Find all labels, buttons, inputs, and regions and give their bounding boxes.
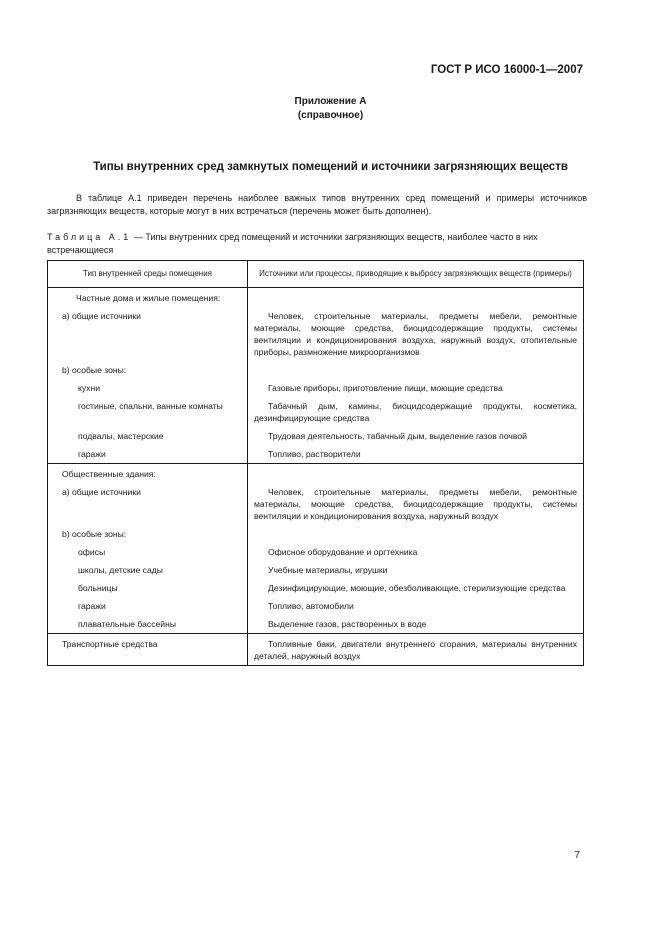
environment-type-cell: b) особые зоны: xyxy=(48,522,248,540)
sources-cell xyxy=(248,288,584,305)
environment-type-cell: b) особые зоны: xyxy=(48,358,248,376)
sources-cell: Офисное оборудование и оргтехника xyxy=(248,540,584,558)
table-row xyxy=(48,540,584,558)
page-number: 7 xyxy=(574,850,580,861)
section-title: Типы внутренних сред замкнутых помещений и источники загрязняющих веществ xyxy=(93,161,568,173)
sources-cell: Человек, строительные материалы, предметы мебели, ремонтные материалы, моющие средства, биоцидсодержащие продукты, системы вентиляции и кондиционирования воздуха, наружный воздух, отопительные приборы, размножение микроорганизмов xyxy=(248,304,584,358)
environment-type-cell: Общественные здания: xyxy=(48,464,248,481)
sources-cell: Дезинфицирующие, моющие, обезболивающие, стерилизующие средства xyxy=(248,576,584,594)
table-header-row xyxy=(48,261,584,288)
appendix-title: Приложение А xyxy=(294,96,367,107)
sources-cell xyxy=(248,464,584,481)
table-row xyxy=(48,480,584,522)
table-row xyxy=(48,442,584,464)
environment-type-cell: подвалы, мастерские xyxy=(48,424,248,442)
table-row xyxy=(48,522,584,540)
sources-cell: Газовые приборы, приготовление пищи, моющие средства xyxy=(248,376,584,394)
environment-type-cell: офисы xyxy=(48,540,248,558)
table-row xyxy=(48,288,584,305)
sources-cell: Выделение газов, растворенных в воде xyxy=(248,612,584,634)
environment-type-cell: плавательные бассейны xyxy=(48,612,248,634)
table-row xyxy=(48,576,584,594)
appendix-heading xyxy=(0,95,661,123)
environment-type-cell: гостиные, спальни, ванные комнаты xyxy=(48,394,248,424)
sources-cell: Табачный дым, камины, биоцидсодержащие продукты, косметика, дезинфицирующие средства xyxy=(248,394,584,424)
environment-type-cell: гаражи xyxy=(48,594,248,612)
environment-type-cell: кухни xyxy=(48,376,248,394)
sources-cell: Человек, строительные материалы, предметы мебели, ремонтные материалы, моющие средства, биоцидсодержащие продукты, системы вентиляции и кондиционирования воздуха, наружный воздух xyxy=(248,480,584,522)
environment-type-cell: а) общие источники xyxy=(48,304,248,358)
table-row xyxy=(48,558,584,576)
document-code: ГОСТ Р ИСО 16000-1—2007 xyxy=(430,64,583,76)
table-row xyxy=(48,394,584,424)
column-header-environment-type: Тип внутренней среды помещения xyxy=(48,261,248,288)
table-row xyxy=(48,634,584,666)
table-row xyxy=(48,464,584,481)
table-row xyxy=(48,594,584,612)
environment-type-cell: больницы xyxy=(48,576,248,594)
environment-type-cell: Частные дома и жилые помещения: xyxy=(48,288,248,305)
sources-cell xyxy=(248,358,584,376)
table-caption-text: — Типы внутренних сред помещений и источники загрязняющих веществ, наиболее часто в них встречающиеся xyxy=(47,232,538,255)
column-header-sources: Источники или процессы, приводящие к выбросу загрязняющих веществ (примеры) xyxy=(248,261,584,288)
sources-cell: Трудовая деятельность, табачный дым, выделение газов почвой xyxy=(248,424,584,442)
appendix-subtitle: (справочное) xyxy=(297,110,364,121)
table-row xyxy=(48,304,584,358)
environment-type-cell: гаражи xyxy=(48,442,248,464)
table-row xyxy=(48,376,584,394)
environment-type-cell: а) общие источники xyxy=(48,480,248,522)
table-row xyxy=(48,612,584,634)
table-row xyxy=(48,358,584,376)
environment-type-cell: Транспортные средства xyxy=(48,634,248,666)
sources-cell xyxy=(248,522,584,540)
sources-cell: Топливо, автомобили xyxy=(248,594,584,612)
sources-cell: Топливные баки, двигатели внутреннего сгорания, материалы внутренних деталей, наружный воздух xyxy=(248,634,584,666)
table-caption-label: Таблица А.1 xyxy=(47,232,132,242)
intro-paragraph: В таблице А.1 приведен перечень наиболее важных типов внутренних сред помещений и примеры источников загрязняющих веществ, которые могут в них встречаться (перечень может быть дополнен). xyxy=(47,193,587,216)
sources-cell: Топливо, растворители xyxy=(248,442,584,464)
table-caption xyxy=(47,231,587,257)
sources-cell: Учебные материалы, игрушки xyxy=(248,558,584,576)
pollutant-sources-table xyxy=(47,260,584,666)
table-row xyxy=(48,424,584,442)
environment-type-cell: школы, детские сады xyxy=(48,558,248,576)
